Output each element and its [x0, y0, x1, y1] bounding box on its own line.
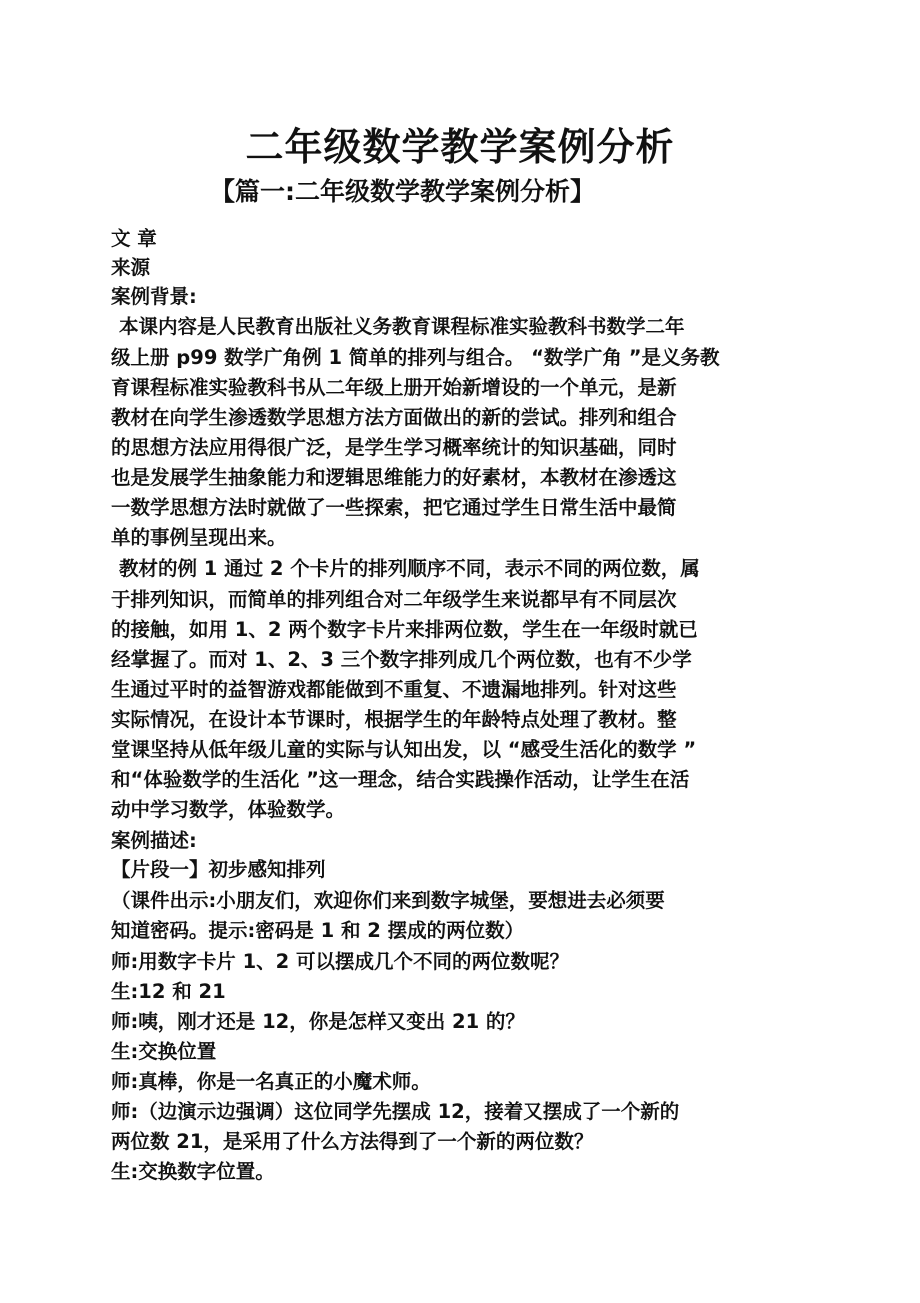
- paragraph-line: 实际情况，在设计本节课时，根据学生的年龄特点处理了教材。整: [111, 708, 677, 731]
- paragraph-line: 堂课坚持从低年级儿童的实际与认知出发，以 “感受生活化的数学 ”: [111, 738, 697, 761]
- paragraph-line: 生通过平时的益智游戏都能做到不重复、不遗漏地排列。针对这些: [111, 678, 677, 701]
- paragraph-line: 于排列知识，而简单的排列组合对二年级学生来说都早有不同层次: [111, 588, 677, 611]
- dialogue-line: 生:交换数字位置。: [111, 1160, 275, 1183]
- section-heading: 案例背景:: [111, 285, 197, 308]
- section-heading: 案例描述:: [111, 829, 197, 852]
- paragraph-line: 本课内容是人民教育出版社义务教育课程标准实验教科书数学二年: [119, 315, 685, 338]
- text-line: 文 章: [111, 227, 157, 250]
- paragraph-line: 教材在向学生渗透数学思想方法方面做出的新的尝试。排列和组合: [111, 406, 677, 429]
- paragraph-line: 教材的例 1 通过 2 个卡片的排列顺序不同，表示不同的两位数，属: [119, 557, 700, 580]
- dialogue-line: 师:咦，刚才还是 12，你是怎样又变出 21 的？: [111, 1010, 525, 1033]
- paragraph-line: 单的事例呈现出来。: [111, 526, 287, 549]
- paragraph-line: 经掌握了。而对 1、2、3 三个数字排列成几个两位数，也有不少学: [111, 648, 692, 671]
- paragraph-line: 的接触，如用 1、2 两个数字卡片来排两位数，学生在一年级时就已: [111, 618, 698, 641]
- dialogue-line: 生:12 和 21: [111, 980, 226, 1003]
- document-title: 二年级数学教学案例分析: [245, 125, 675, 169]
- dialogue-line: 师:用数字卡片 1、2 可以摆成几个不同的两位数呢？: [111, 950, 570, 973]
- paragraph-line: 育课程标准实验教科书从二年级上册开始新增设的一个单元，是新: [111, 376, 677, 399]
- paragraph-line: 级上册 p99 数学广角例 1 简单的排列与组合。 “数学广角 ”是义务教: [111, 346, 720, 369]
- paragraph-line: 的思想方法应用得很广泛，是学生学习概率统计的知识基础，同时: [111, 436, 677, 459]
- dialogue-line: 师:真棒，你是一名真正的小魔术师。: [111, 1070, 431, 1093]
- paragraph-line: 也是发展学生抽象能力和逻辑思维能力的好素材，本教材在渗透这: [111, 466, 677, 489]
- paragraph-line: 一数学思想方法时就做了一些探索，把它通过学生日常生活中最简: [111, 496, 677, 519]
- dialogue-line: 师:（边演示边强调）这位同学先摆成 12，接着又摆成了一个新的: [111, 1100, 680, 1123]
- paragraph-line: 知道密码。提示:密码是 1 和 2 摆成的两位数）: [111, 919, 525, 942]
- document-subtitle: 【篇一:二年级数学教学案例分析】: [210, 177, 595, 206]
- text-line: 来源: [111, 256, 151, 279]
- dialogue-line: 生:交换位置: [111, 1040, 217, 1063]
- section-heading: 【片段一】初步感知排列: [111, 858, 326, 881]
- paragraph-line: 动中学习数学，体验数学。: [111, 798, 346, 821]
- paragraph-line: 和“体验数学的生活化 ”这一理念，结合实践操作活动，让学生在活: [111, 768, 690, 791]
- dialogue-line: 两位数 21，是采用了什么方法得到了一个新的两位数？: [111, 1130, 594, 1153]
- paragraph-line: （课件出示:小朋友们，欢迎你们来到数字城堡，要想进去必须要: [111, 889, 665, 912]
